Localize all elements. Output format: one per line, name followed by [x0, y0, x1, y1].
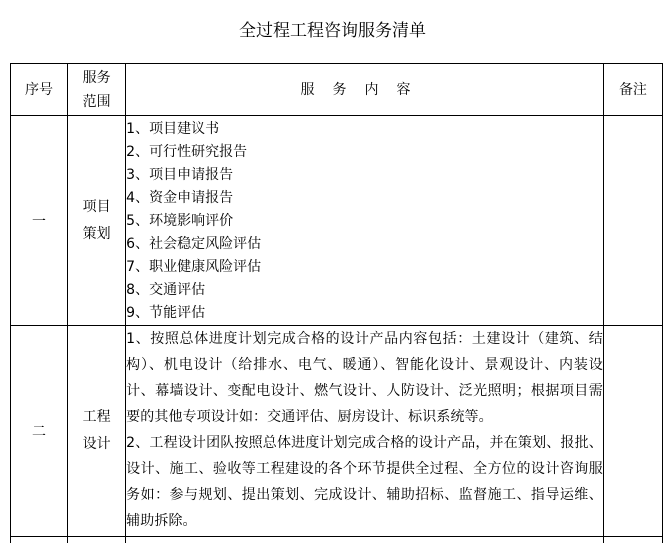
- row-content: [126, 116, 604, 326]
- header-seq: 序号: [11, 64, 68, 116]
- list-item: 1、项目建议书: [126, 118, 603, 141]
- content-paragraph: 1、按照总体进度计划完成合格的设计产品内容包括：土建设计（建筑、结构）、机电设计（给排水、电气、暖通）、智能化设计、景观设计、内装设计、幕墙设计、变配电设计、燃气设计、人防设计、泛光照明；根据项目需要的其他专项设计如：交通评估、厨房设计、标识系统等。: [126, 326, 603, 430]
- row-scope: 工程设计: [68, 326, 126, 537]
- list-item: 3、项目申请报告: [126, 164, 603, 187]
- table-header-row: [11, 64, 663, 116]
- row-seq: 一: [11, 116, 68, 326]
- table-row: [11, 326, 663, 537]
- list-item: 4、资金申请报告: [126, 187, 603, 210]
- row-note: [603, 326, 662, 537]
- row-scope: 项目策划: [68, 116, 126, 326]
- table-row: [11, 116, 663, 326]
- row-content: [126, 326, 604, 537]
- row-scope: [68, 537, 126, 543]
- content-paragraph: 2、工程设计团队按照总体进度计划完成合格的设计产品，并在策划、报批、设计、施工、验收等工程建设的各个环节提供全过程、全方位的设计咨询服务如：参与规划、提出策划、完成设计、辅助招标、监督施工、指导运维、辅助拆除。: [126, 430, 603, 534]
- list-item: 9、节能评估: [126, 302, 603, 325]
- header-content: 服务内容: [126, 64, 604, 116]
- document-title: 全过程工程咨询服务清单: [0, 19, 665, 43]
- row-seq: [11, 537, 68, 543]
- list-item: 5、环境影响评价: [126, 210, 603, 233]
- list-item: 2、可行性研究报告: [126, 141, 603, 164]
- row-content: [126, 537, 604, 543]
- list-item: 6、社会稳定风险评估: [126, 233, 603, 256]
- row-seq: 二: [11, 326, 68, 537]
- header-scope: 服务范围: [68, 64, 126, 116]
- row-note: [603, 116, 662, 326]
- service-item-list: [126, 116, 603, 325]
- header-note: 备注: [603, 64, 662, 116]
- table-row-partial: [11, 537, 663, 543]
- service-table: [10, 63, 663, 543]
- list-item: 7、职业健康风险评估: [126, 256, 603, 279]
- row-note: [603, 537, 662, 543]
- list-item: 8、交通评估: [126, 279, 603, 302]
